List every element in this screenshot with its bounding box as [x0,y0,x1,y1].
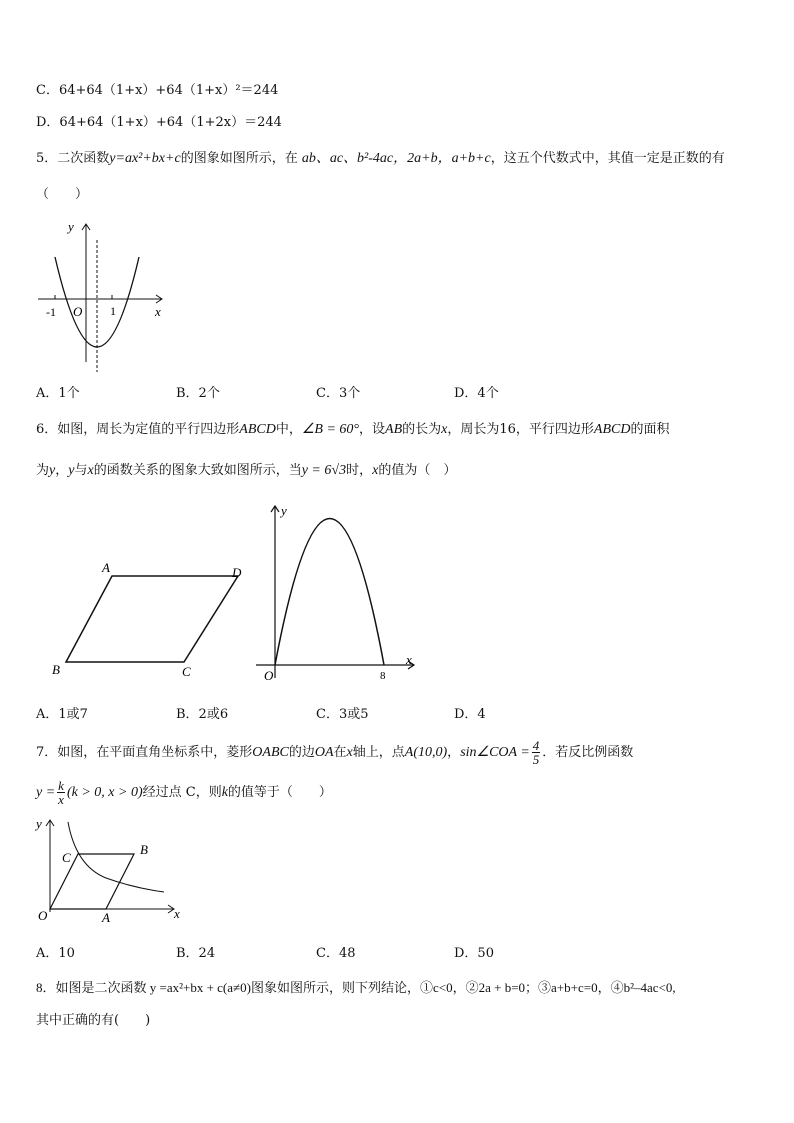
q6-option-b: B．2或6 [176,707,229,722]
q5-option-d: D．4个 [454,386,499,401]
q4-option-c: C．64+64（1+x）+64（1+x）²＝244 [36,83,279,98]
q7-o-label: O [38,908,48,923]
q7-stem-line2 [36,778,332,808]
q5-function: y=ax²+bx+c [109,151,181,166]
q6-vertex-d: D [232,565,242,580]
q7-a-label: A [102,910,110,925]
q6-stem-line2 [36,462,456,480]
q7-frac-num: 4 [532,738,540,753]
q5-option-b: B．2个 [176,386,220,401]
q7-k: k [221,785,228,800]
q6-x-3: x [372,463,379,478]
q6-area-curve [275,519,384,666]
q6-x-2: x [87,463,94,478]
q6-origin-label: O [264,668,274,683]
q6-text-f: 的面积 [630,422,670,437]
q6-text-c: ，设 [359,422,386,437]
q7-text-e: ， [447,745,461,760]
q7-func-lhs: y = [36,785,56,800]
q7-func-cond: (k > 0, x > 0) [66,785,143,800]
q6-y: y [49,463,56,478]
q7-text-c: 在 [333,745,347,760]
q7-text-a: 7．如图，在平面直角坐标系中，菱形 [36,745,253,760]
q7-fraction [532,739,541,766]
q5-parabola-graph [30,212,180,377]
q7-y-label: y [36,816,42,831]
q7-text-h: 的值等于（ ） [227,785,332,800]
q8-stem-line1: 8．如图是二次函数 y =ax²+bx + c(a≠0)图象如图所示，则下列结论，①c<0，②2a + b=0；③a+b+c=0，④b²–4ac<0, [36,980,676,995]
q7-b-label: B [140,842,148,857]
q6-angle: ∠B = 60° [301,422,360,437]
q7-oabc: OABC [252,745,289,760]
q7-option-c: C．48 [316,946,356,961]
q5-prefix: 5．二次函数 [36,151,110,166]
q6-text-h: ， [55,463,69,478]
q6-text-a: 6．如图，周长为定值的平行四边形 [36,422,240,437]
q5-neg1-label: -1 [46,305,56,319]
q5-pos1-label: 1 [110,304,116,318]
q7-stem-line1 [36,738,633,768]
q7-text-d: 轴上，点 [352,745,405,760]
q5-suffix: ，这五个代数式中，其值一定是正数的有 [490,151,725,166]
q6-vertex-b: B [52,662,60,677]
q6-text-g: 为 [36,463,50,478]
q6-ab: AB [385,422,403,437]
q7-x: x [346,745,353,760]
q8-stem-line2: 其中正确的有( ) [36,1013,151,1028]
q6-text-b: 中， [275,422,302,437]
q6-y-2: y [68,463,75,478]
q5-x-label: x [155,304,161,319]
q5-stem-line1 [36,150,725,168]
q7-func-num: k [58,778,64,793]
q6-abcd-2: ABCD [593,422,631,437]
q7-option-d: D．50 [454,946,494,961]
q7-func-fraction [57,779,65,806]
q6-text-e: ，周长为16，平行四边形 [447,422,594,437]
q6-text-j: 的函数关系的图象大致如图所示，当 [93,463,302,478]
q6-text-l: 的值为（ ） [378,463,457,478]
q6-option-d: D．4 [454,707,486,722]
q7-x-label: x [174,906,180,921]
q6-parallelogram [46,558,256,683]
q7-frac-den: 5 [532,752,540,767]
q7-option-b: B．24 [176,946,216,961]
q5-stem-line2: （ ） [36,187,89,202]
q6-abcd: ABCD [239,422,276,437]
q6-x: x [441,422,448,437]
q6-stem-line1 [36,421,670,439]
q6-text-d: 的长为 [402,422,442,437]
q6-option-c: C．3或5 [316,707,369,722]
q6-text-i: 与 [74,463,88,478]
q6-x-label: x [406,652,412,667]
q6-y-label: y [281,503,287,518]
q5-option-a: A．1个 [36,386,80,401]
q5-origin-label: O [73,304,83,319]
q6-eight-label: 8 [380,670,386,682]
q5-y-label: y [68,219,74,234]
q7-func-den: x [58,792,64,807]
q7-text-g: 经过点 C，则 [142,785,222,800]
q7-point-a: A(10,0) [404,745,448,760]
q7-sin: sin∠COA = [460,745,530,760]
q6-option-a: A．1或7 [36,707,88,722]
q5-option-c: C．3个 [316,386,361,401]
q7-text-b: 的边 [288,745,315,760]
q7-hyperbola [68,822,164,892]
q7-rhombus-graph [34,814,194,926]
q7-c-label: C [62,850,71,865]
q7-oa: OA [314,745,334,760]
q6-area-graph [254,500,424,685]
q5-expressions: ab、ac、b²-4ac，2a+b，a+b+c [301,151,491,166]
q4-option-d: D．64+64（1+x）+64（1+2x）＝244 [36,115,282,130]
q6-text-k: 时， [346,463,373,478]
q5-mid: 的图象如图所示，在 [180,151,298,166]
q6-yval: y = 6√3 [301,463,347,478]
q7-text-f: ．若反比例函数 [542,745,634,760]
q7-option-a: A．10 [36,946,75,961]
q6-vertex-c: C [182,664,191,679]
q6-vertex-a: A [102,560,110,575]
